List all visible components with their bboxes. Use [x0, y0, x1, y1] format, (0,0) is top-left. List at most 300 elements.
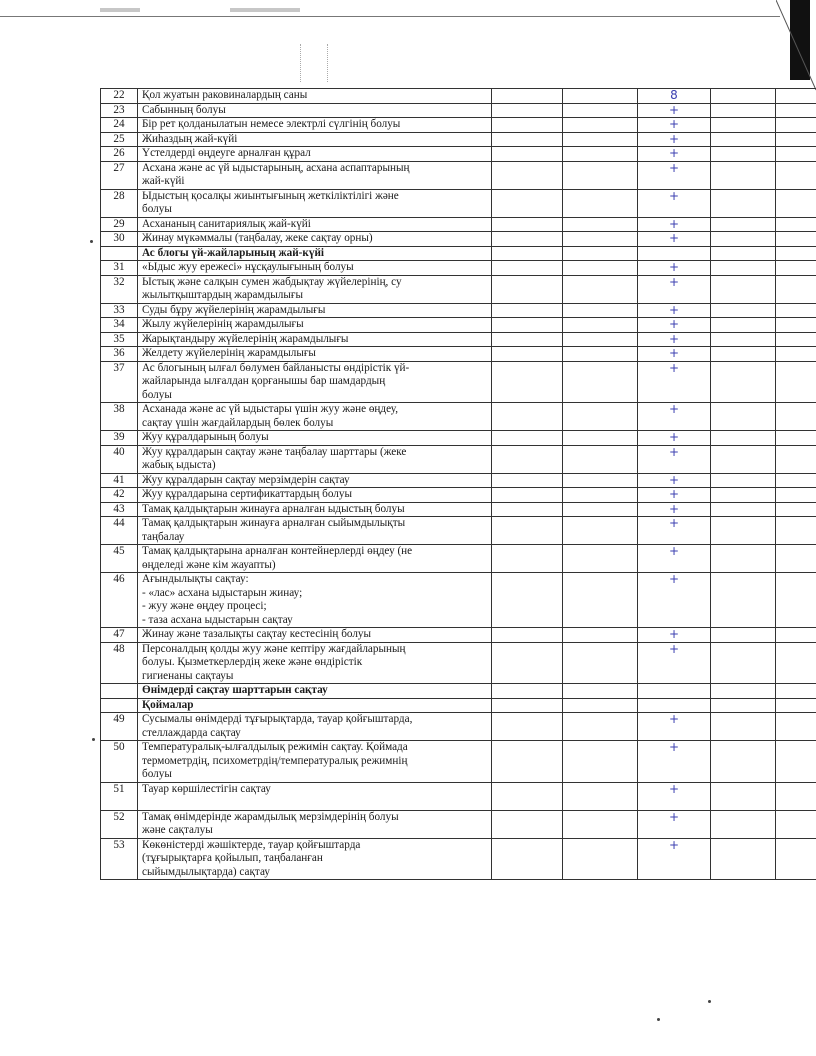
checklist-row: [101, 261, 816, 276]
checklist-row: [101, 517, 816, 545]
blank-cell: [711, 782, 776, 810]
blank-cell: [563, 147, 638, 162]
criterion-line: Жинау және тазалықты сақтау кестесінің болуы: [142, 628, 372, 640]
row-number: 40: [101, 445, 138, 473]
blank-cell: [711, 698, 776, 713]
criterion-line: Асханада және ас үй ыдыстары үшін жуу және өңдеу,: [142, 403, 399, 415]
row-number: 22: [101, 89, 138, 104]
row-number: 44: [101, 517, 138, 545]
checklist-row: [101, 628, 816, 643]
blank-cell: [492, 698, 563, 713]
blank-cell: [776, 473, 816, 488]
criterion-text: [138, 118, 492, 133]
handwritten-mark: [638, 698, 711, 713]
checklist-row: [101, 161, 816, 189]
handwritten-mark: +: [638, 502, 711, 517]
handwritten-mark: +: [638, 403, 711, 431]
blank-cell: [776, 232, 816, 247]
checklist-row: [101, 318, 816, 333]
row-number: 23: [101, 103, 138, 118]
criterion-line: Асхананың санитариялық жай-күйі: [142, 217, 311, 230]
blank-cell: [776, 713, 816, 741]
blank-cell: [563, 161, 638, 189]
blank-cell: [776, 103, 816, 118]
handwritten-mark: +: [638, 318, 711, 333]
handwritten-mark: +: [638, 810, 711, 838]
blank-cell: [711, 642, 776, 684]
blank-cell: [492, 517, 563, 545]
handwritten-mark: +: [638, 838, 711, 880]
handwritten-mark: +: [638, 573, 711, 628]
handwritten-mark: +: [638, 332, 711, 347]
blank-cell: [776, 347, 816, 362]
blank-cell: [563, 103, 638, 118]
blank-cell: [711, 838, 776, 880]
section-title: [138, 246, 492, 261]
blank-cell: [563, 445, 638, 473]
blank-cell: [492, 318, 563, 333]
criterion-line: Жарықтандыру жүйелерінің жарамдылығы: [142, 332, 349, 345]
criterion-text: [138, 488, 492, 503]
blank-cell: [563, 684, 638, 699]
blank-cell: [776, 161, 816, 189]
blank-cell: [492, 118, 563, 133]
blank-cell: [711, 361, 776, 403]
criterion-line: Жиһаздың жай-күйі: [142, 132, 238, 145]
blank-cell: [492, 741, 563, 783]
criterion-text: [138, 261, 492, 276]
criterion-text: [138, 189, 492, 217]
handwritten-mark: +: [638, 517, 711, 545]
blank-cell: [563, 261, 638, 276]
criterion-text: [138, 517, 492, 545]
criterion-line: термометрдің, психометрдің/температуралық режимнің: [142, 754, 408, 767]
criterion-line: Қоймалар: [142, 698, 194, 711]
criterion-line: Персоналдың қолды жуу және кептіру жағдайларының: [142, 642, 406, 655]
criterion-text: [138, 275, 492, 303]
criterion-line: Жинау мүкәммалы (таңбалау, жеке сақтау орны): [142, 232, 373, 244]
blank-cell: [492, 132, 563, 147]
row-number: 26: [101, 147, 138, 162]
criterion-text: [138, 403, 492, 431]
criterion-line: және сақталуы: [142, 824, 213, 836]
blank-cell: [563, 545, 638, 573]
handwritten-mark: [638, 684, 711, 699]
blank-cell: [563, 431, 638, 446]
criterion-line: Жуу құралдарына сертификаттардың болуы: [142, 488, 352, 500]
blank-cell: [563, 332, 638, 347]
criterion-text: [138, 217, 492, 232]
row-number: [101, 246, 138, 261]
criterion-text: [138, 573, 492, 628]
blank-cell: [776, 261, 816, 276]
checklist-row: [101, 89, 816, 104]
blank-cell: [711, 488, 776, 503]
checklist-row: [101, 445, 816, 473]
blank-cell: [563, 517, 638, 545]
blank-cell: [492, 103, 563, 118]
row-number: 39: [101, 431, 138, 446]
criterion-text: [138, 810, 492, 838]
criterion-text: [138, 318, 492, 333]
checklist-row: [101, 403, 816, 431]
criterion-line: жайларында ылғалдан қорғанышы бар шамдардың: [142, 375, 386, 387]
handwritten-mark: +: [638, 261, 711, 276]
row-number: 53: [101, 838, 138, 880]
checklist-row: [101, 782, 816, 810]
checklist-row: [101, 642, 816, 684]
blank-cell: [492, 332, 563, 347]
row-number: 32: [101, 275, 138, 303]
blank-cell: [711, 545, 776, 573]
blank-cell: [492, 473, 563, 488]
handwritten-mark: +: [638, 217, 711, 232]
criterion-text: [138, 132, 492, 147]
handwritten-mark: +: [638, 347, 711, 362]
criterion-line: Қол жуатын раковиналардың саны: [142, 89, 308, 101]
blank-cell: [563, 275, 638, 303]
blank-cell: [492, 275, 563, 303]
criterion-line: Жуу құралдарын сақтау мерзімдерін сақтау: [142, 473, 350, 486]
row-number: 52: [101, 810, 138, 838]
row-number: [101, 698, 138, 713]
criterion-line: жабық ыдыста): [142, 459, 216, 471]
checklist-row: [101, 473, 816, 488]
criterion-text: [138, 332, 492, 347]
blank-cell: [776, 445, 816, 473]
criterion-line: Температуралық-ылғалдылық режимін сақтау. Қоймада: [142, 741, 408, 753]
handwritten-mark: +: [638, 147, 711, 162]
checklist-row: [101, 147, 816, 162]
criterion-line: Ыстық және салқын сумен жабдықтау жүйелерінің, су: [142, 275, 402, 288]
criterion-text: [138, 347, 492, 362]
blank-cell: [563, 838, 638, 880]
criterion-line: (тұғырықтарға қойылып, таңбаланған: [142, 852, 323, 864]
row-number: 24: [101, 118, 138, 133]
blank-cell: [492, 303, 563, 318]
row-number: 49: [101, 713, 138, 741]
blank-cell: [711, 232, 776, 247]
blank-cell: [563, 713, 638, 741]
row-number: 29: [101, 217, 138, 232]
scan-edge: [0, 6, 780, 17]
row-number: 38: [101, 403, 138, 431]
blank-cell: [563, 502, 638, 517]
blank-cell: [711, 403, 776, 431]
show-through-mark: [300, 44, 328, 82]
blank-cell: [563, 810, 638, 838]
criterion-line: болуы: [142, 203, 172, 215]
blank-cell: [563, 318, 638, 333]
row-number: 41: [101, 473, 138, 488]
blank-cell: [563, 89, 638, 104]
blank-cell: [776, 361, 816, 403]
criterion-line: - «лас» асхана ыдыстарын жинау;: [142, 586, 303, 599]
blank-cell: [776, 545, 816, 573]
blank-cell: [711, 502, 776, 517]
row-number: 51: [101, 782, 138, 810]
criterion-line: Тамақ қалдықтарын жинауға арналған сыйымдылықты: [142, 517, 406, 529]
blank-cell: [492, 147, 563, 162]
blank-cell: [563, 488, 638, 503]
blank-cell: [776, 838, 816, 880]
blank-cell: [776, 517, 816, 545]
blank-cell: [711, 445, 776, 473]
blank-cell: [492, 431, 563, 446]
blank-cell: [563, 246, 638, 261]
handwritten-mark: 8: [638, 89, 711, 104]
blank-cell: [776, 189, 816, 217]
blank-cell: [563, 347, 638, 362]
criterion-text: [138, 782, 492, 810]
blank-cell: [492, 782, 563, 810]
criterion-text: [138, 628, 492, 643]
blank-cell: [492, 232, 563, 247]
handwritten-mark: +: [638, 431, 711, 446]
blank-cell: [492, 89, 563, 104]
row-number: 35: [101, 332, 138, 347]
blank-cell: [563, 698, 638, 713]
blank-cell: [492, 403, 563, 431]
row-number: 42: [101, 488, 138, 503]
blank-cell: [776, 684, 816, 699]
criterion-line: жылытқыштардың жарамдылығы: [142, 289, 303, 301]
criterion-line: «Ыдыс жуу ережесі» нұсқаулығының болуы: [142, 261, 354, 273]
criterion-line: Жуу құралдарын сақтау және таңбалау шарттары (жеке: [142, 445, 407, 458]
blank-cell: [492, 810, 563, 838]
blank-cell: [776, 217, 816, 232]
blank-cell: [563, 741, 638, 783]
checklist-row: [101, 232, 816, 247]
checklist-row: [101, 545, 816, 573]
blank-cell: [776, 642, 816, 684]
criterion-line: Ағындылықты сақтау:: [142, 573, 249, 585]
criterion-line: сақтау үшін жағдайлардың бөлек болуы: [142, 416, 334, 429]
criterion-text: [138, 545, 492, 573]
blank-cell: [711, 431, 776, 446]
section-title: [138, 684, 492, 699]
criterion-text: [138, 642, 492, 684]
row-number: 45: [101, 545, 138, 573]
criterion-line: Жылу жүйелерінің жарамдылығы: [142, 318, 304, 330]
criterion-line: Ас блогы үй-жайларының жай-күйі: [142, 246, 324, 259]
row-number: 27: [101, 161, 138, 189]
blank-cell: [711, 303, 776, 318]
handwritten-mark: [638, 246, 711, 261]
checklist-row: [101, 217, 816, 232]
handwritten-mark: +: [638, 189, 711, 217]
criterion-line: өңделеді және кім жауапты): [142, 558, 276, 571]
blank-cell: [563, 232, 638, 247]
handwritten-mark: +: [638, 303, 711, 318]
blank-cell: [711, 132, 776, 147]
blank-cell: [711, 161, 776, 189]
scan-speck: [657, 1018, 660, 1021]
blank-cell: [492, 445, 563, 473]
handwritten-mark: +: [638, 741, 711, 783]
scan-speck: [90, 240, 93, 243]
checklist-row: [101, 303, 816, 318]
blank-cell: [711, 103, 776, 118]
checklist-row: [101, 361, 816, 403]
handwritten-mark: +: [638, 642, 711, 684]
handwritten-mark: +: [638, 445, 711, 473]
section-title: [138, 698, 492, 713]
blank-cell: [563, 189, 638, 217]
section-header-row: [101, 246, 816, 261]
row-number: 28: [101, 189, 138, 217]
criterion-line: Ыдыстың қосалқы жиынтығының жеткіліктілігі және: [142, 189, 399, 202]
criterion-line: сыйымдылықтарда) сақтау: [142, 865, 270, 878]
blank-cell: [711, 684, 776, 699]
criterion-text: [138, 303, 492, 318]
blank-cell: [776, 118, 816, 133]
scan-speck: [708, 1000, 711, 1003]
blank-cell: [776, 147, 816, 162]
criterion-line: болуы. Қызметкерлердің жеке және өндірістік: [142, 656, 363, 668]
blank-cell: [492, 347, 563, 362]
handwritten-mark: +: [638, 232, 711, 247]
scan-speck: [92, 738, 95, 741]
criterion-line: Үстелдерді өңдеуге арналған құрал: [142, 147, 311, 159]
blank-cell: [776, 431, 816, 446]
checklist-row: [101, 118, 816, 133]
blank-cell: [776, 89, 816, 104]
checklist-row: [101, 431, 816, 446]
blank-cell: [711, 147, 776, 162]
criterion-text: [138, 103, 492, 118]
blank-cell: [492, 573, 563, 628]
blank-cell: [776, 246, 816, 261]
checklist-row: [101, 132, 816, 147]
criterion-line: болуы: [142, 388, 172, 401]
row-number: 37: [101, 361, 138, 403]
row-number: 43: [101, 502, 138, 517]
blank-cell: [492, 246, 563, 261]
blank-cell: [563, 132, 638, 147]
blank-cell: [492, 217, 563, 232]
criterion-line: - таза асхана ыдыстарын сақтау: [142, 613, 293, 626]
row-number: 46: [101, 573, 138, 628]
blank-cell: [776, 628, 816, 643]
criterion-line: Өнімдерді сақтау шарттарын сақтау: [142, 684, 328, 696]
checklist-row: [101, 347, 816, 362]
criterion-text: [138, 838, 492, 880]
row-number: 48: [101, 642, 138, 684]
blank-cell: [711, 810, 776, 838]
handwritten-mark: +: [638, 132, 711, 147]
checklist-row: [101, 573, 816, 628]
criterion-text: [138, 431, 492, 446]
row-number: 31: [101, 261, 138, 276]
criterion-line: жай-күйі: [142, 175, 185, 187]
criterion-line: Тамақ қалдықтарына арналған контейнерлерді өңдеу (не: [142, 545, 413, 557]
checklist-row: [101, 103, 816, 118]
blank-cell: [776, 810, 816, 838]
blank-cell: [711, 189, 776, 217]
blank-cell: [563, 303, 638, 318]
blank-cell: [711, 517, 776, 545]
blank-cell: [563, 473, 638, 488]
blank-cell: [776, 488, 816, 503]
handwritten-mark: +: [638, 118, 711, 133]
criterion-text: [138, 161, 492, 189]
section-header-row: [101, 698, 816, 713]
row-number: 34: [101, 318, 138, 333]
blank-cell: [711, 713, 776, 741]
criterion-text: [138, 502, 492, 517]
checklist-row: [101, 275, 816, 303]
blank-cell: [492, 628, 563, 643]
checklist-row: [101, 488, 816, 503]
blank-cell: [492, 545, 563, 573]
blank-cell: [492, 161, 563, 189]
blank-cell: [492, 838, 563, 880]
blank-cell: [711, 347, 776, 362]
blank-cell: [711, 246, 776, 261]
criterion-line: Асхана және ас үй ыдыстарының, асхана аспаптарының: [142, 161, 410, 174]
blank-cell: [711, 217, 776, 232]
criterion-line: болуы: [142, 768, 172, 780]
criterion-line: Тауар көршілестігін сақтау: [142, 782, 271, 795]
criterion-line: Сусымалы өнімдерді тұғырықтарда, тауар қойғыштарда,: [142, 713, 413, 725]
criterion-line: Суды бұру жүйелерінің жарамдылығы: [142, 303, 326, 316]
checklist-row: [101, 838, 816, 880]
handwritten-mark: +: [638, 545, 711, 573]
blank-cell: [492, 261, 563, 276]
blank-cell: [776, 303, 816, 318]
criterion-text: [138, 445, 492, 473]
checklist-row: [101, 189, 816, 217]
blank-cell: [492, 713, 563, 741]
criterion-line: - жуу және өңдеу процесі;: [142, 600, 267, 612]
checklist-row: [101, 741, 816, 783]
blank-cell: [776, 502, 816, 517]
handwritten-mark: +: [638, 161, 711, 189]
blank-cell: [492, 488, 563, 503]
blank-cell: [563, 403, 638, 431]
blank-cell: [776, 573, 816, 628]
handwritten-mark: +: [638, 488, 711, 503]
checklist-row: [101, 502, 816, 517]
blank-cell: [776, 318, 816, 333]
blank-cell: [711, 261, 776, 276]
blank-cell: [563, 573, 638, 628]
criterion-line: Жуу құралдарының болуы: [142, 431, 269, 443]
blank-cell: [711, 118, 776, 133]
row-number: 47: [101, 628, 138, 643]
blank-cell: [563, 782, 638, 810]
criterion-line: Сабынның болуы: [142, 103, 226, 116]
row-number: 50: [101, 741, 138, 783]
criterion-line: гигиенаны сақтауы: [142, 669, 234, 682]
blank-cell: [492, 361, 563, 403]
blank-cell: [711, 628, 776, 643]
blank-cell: [492, 189, 563, 217]
row-number: 25: [101, 132, 138, 147]
blank-cell: [711, 473, 776, 488]
criterion-line: стеллаждарда сақтау: [142, 726, 241, 739]
criterion-text: [138, 361, 492, 403]
checklist-row: [101, 332, 816, 347]
criterion-line: таңбалау: [142, 530, 185, 543]
criterion-text: [138, 741, 492, 783]
blank-cell: [776, 403, 816, 431]
section-header-row: [101, 684, 816, 699]
criterion-line: Бір рет қолданылатын немесе электрлі сүлгінің болуы: [142, 118, 401, 130]
blank-cell: [776, 275, 816, 303]
handwritten-mark: +: [638, 275, 711, 303]
